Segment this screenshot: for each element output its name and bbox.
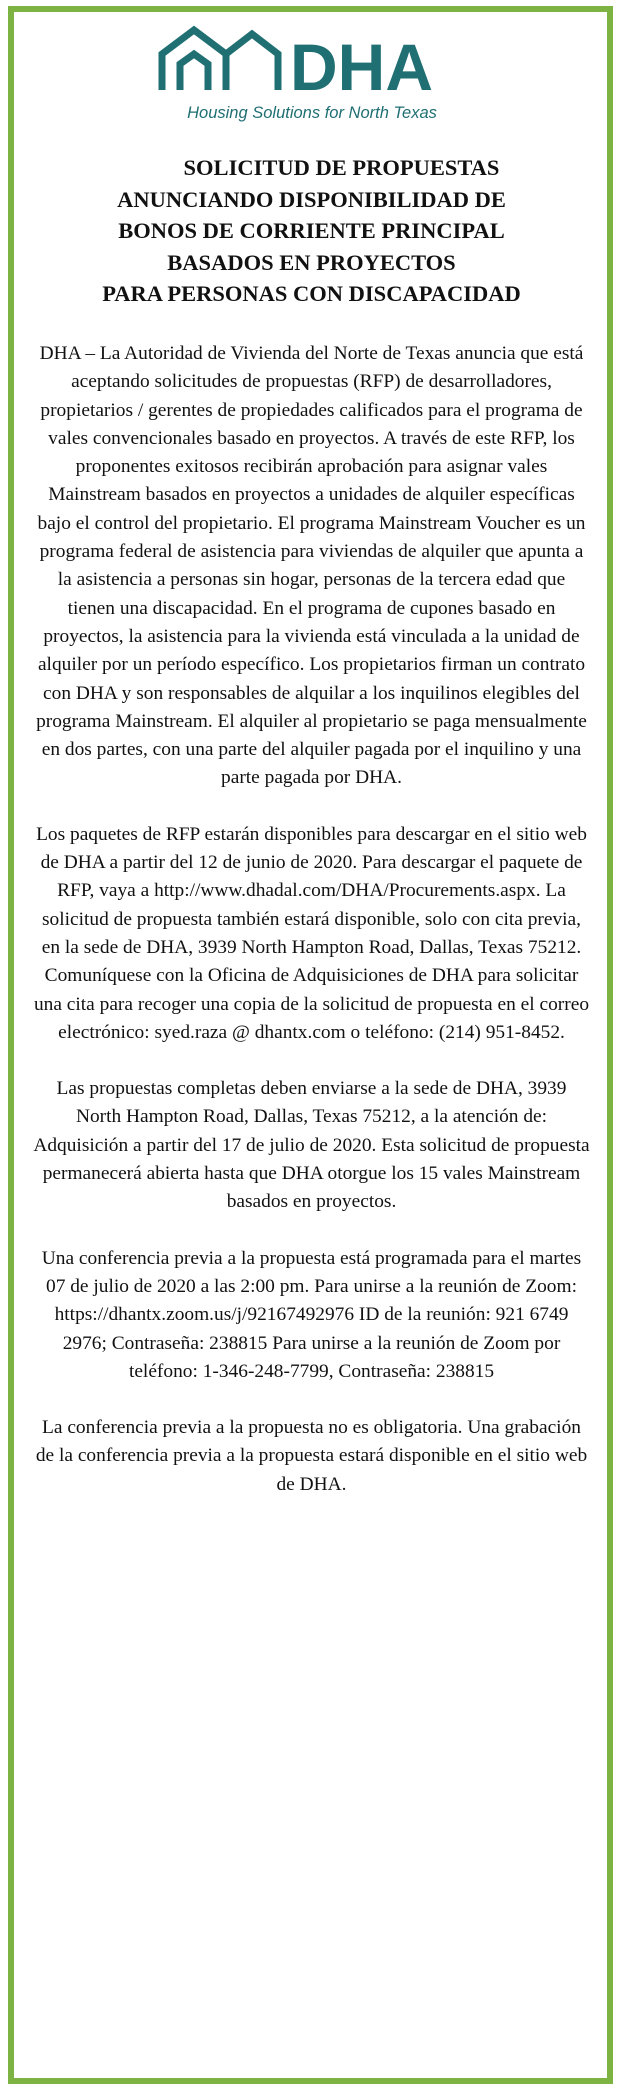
house-outline-small [226,34,278,90]
title-line: ANUNCIANDO DISPONIBILIDAD DE [117,186,506,212]
paragraph-submission: Las propuestas completas deben enviarse a la sede de DHA, 3939 North Hampton Road, Dallas, Texas 75212, a la atención de: Adquisición a partir del 17 de julio de 2020. Esta solicitud de propuesta permanecerá abierta hasta que DHA otorgue los 15 vales Mainstream basados en proyectos. [33,1078,590,1213]
dha-logo-text: DHA [289,30,433,104]
tagline: Housing Solutions for North Texas [186,104,437,122]
house-outline-large [162,30,226,90]
paragraph-pre-proposal-conference: Una conferencia previa a la propuesta está programada para el martes 07 de julio de 2020 a las 2:00 pm. Para unirse a la reunión de Zoom: https://dhantx.zoom.us/j/92167492976 ID de la reunión: 921 6749 2976; Contraseña: 238815 Para unirse a la reunión de Zoom por teléfono: 1-346-248-7799, Contraseña: 238815 [41,1247,582,1382]
dha-logo [0,14,623,134]
title-line: BASADOS EN PROYECTOS [167,249,456,275]
house-outline-inner [180,54,208,90]
house-roofs-icon [162,30,278,90]
announcement-title [40,152,583,310]
dha-logo-graphic [132,14,492,134]
title-line: SOLICITUD DE PROPUESTAS [183,155,500,180]
title-line: PARA PERSONAS CON DISCAPACIDAD [102,281,521,306]
paragraph-program-description: DHA – La Autoridad de Vivienda del Norte de Texas anuncia que está aceptando solicitudes de propuestas (RFP) de desarrolladores, propietarios / gerentes de propiedades calificados para el programa de vales convencionales basado en proyectos. A través de este RFP, los proponentes exitosos recibirán aprobación para asignar vales Mainstream basados en proyectos a unidades de alquiler específicas bajo el control del propietario. El programa Mainstream Voucher es un programa federal de asistencia para viviendas de alquiler que apunta a la asistencia a personas sin hogar, personas de la tercera edad que tienen una discapacidad. En el programa de cupones basado en proyectos, la asistencia para la vivienda está vinculada a la unidad de alquiler por un período específico. Los propietarios firman un contrato con DHA y son responsables de alquilar a los inquilinos elegibles del programa Mainstream. El alquiler al propietario se paga mensualmente en dos partes, con una parte del alquiler pagada por el inquilino y una parte pagada por DHA. [36,343,587,789]
paragraph-recording: La conferencia previa a la propuesta no es obligatoria. Una grabación de la conferencia previa a la propuesta estará disponible en el sitio web de DHA. [35,1417,588,1495]
title-line: BONOS DE CORRIENTE PRINCIPAL [118,218,505,243]
announcement-body [32,340,591,1527]
paragraph-rfp-download: Los paquetes de RFP estarán disponibles para descargar en el sitio web de DHA a partir del 12 de junio de 2020. Para descargar el paquete de RFP, vaya a http://www.dhadal.com/DHA/Procurements.aspx. La solicitud de propuesta también estará disponible, solo con cita previa, en la sede de DHA, 3939 North Hampton Road, Dallas, Texas 75212. Comuníquese con la Oficina de Adquisiciones de DHA para solicitar una cita para recoger una copia de la solicitud de propuesta en el correo electrónico: syed.raza @ dhantx.com o teléfono: (214) 951-8452. [33,823,590,1043]
